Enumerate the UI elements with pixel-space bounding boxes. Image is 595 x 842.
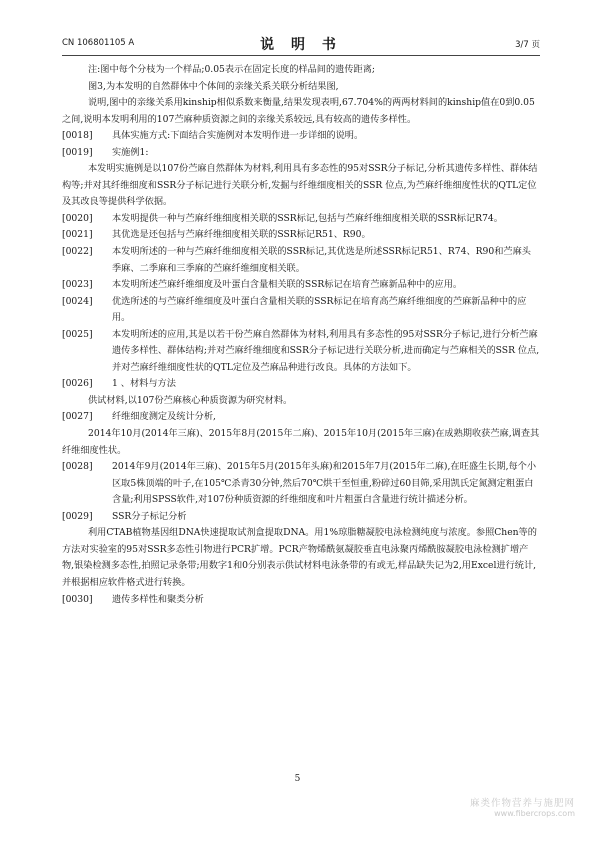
paragraph-number: [0018]: [62, 130, 93, 142]
paragraph-number: [0029]: [62, 510, 93, 522]
numbered-paragraph: [62, 509, 540, 526]
body-paragraph: 2014年10月(2014年三麻)、2015年8月(2015年二麻)、2015年10月(2015年三麻)在成熟期收获苎麻,调查其纤维细度性状。: [62, 428, 540, 456]
paragraph-number: [0024]: [62, 295, 93, 307]
paragraph-text: 本发明提供一种与苎麻纤维细度相关联的SSR标记,包括与苎麻纤维细度相关联的SSR标记R74。: [112, 212, 503, 224]
numbered-paragraph: [62, 409, 540, 426]
paragraph-text: 实施例1:: [112, 146, 149, 158]
patent-number: CN 106801105 A: [62, 38, 135, 48]
description-body: [62, 62, 540, 608]
paragraph-number: [0020]: [62, 212, 93, 224]
numbered-paragraph: [62, 244, 540, 277]
body-paragraph: 利用CTAB植物基因组DNA快速提取试剂盒提取DNA。用1%琼脂糖凝胶电泳检测纯度与浓度。参照Chen等的方法对实验室的95对SSR多态性引物进行PCR扩增。PCR产物烯酰氨凝胶垂直电泳聚丙烯酰胺凝胶电泳检测扩增产物,银染检测多态性,拍照记录条带;用数字1和0分别表示供试材料电泳条带的有或无,样品缺失记为2,用Excel进行统计,并根据相应软件格式进行转换。: [62, 527, 537, 588]
page-indicator: 3/7 页: [515, 40, 540, 50]
numbered-paragraph: [62, 211, 540, 228]
paragraph-number: [0023]: [62, 279, 93, 291]
body-paragraph: 注:图中每个分枝为一个样品;0.05表示在固定长度的样品间的遗传距离;: [88, 64, 375, 75]
paragraph-number: [0026]: [62, 378, 93, 390]
paragraph-text: 本发明所述的一种与苎麻纤维细度相关联的SSR标记,其优选是所述SSR标记R51、R74、R90和苎麻头季麻、二季麻和三季麻的苎麻纤维细度相关联。: [112, 246, 531, 274]
numbered-paragraph: [62, 376, 540, 393]
watermark-site-name: 麻类作物营养与施肥网: [469, 798, 575, 809]
paragraph-text: 其优选是还包括与苎麻纤维细度相关联的SSR标记R51、R90。: [112, 229, 371, 241]
body-paragraph: 图3,为本发明的自然群体中个体间的亲缘关系关联分析结果图,: [88, 80, 339, 92]
watermark-url: www.fibercrops.com: [494, 809, 575, 818]
numbered-paragraph: [62, 277, 540, 294]
paragraph-text: 本发明所述苎麻纤维细度及叶蛋白含量相关联的SSR标记在培育苎麻新品种中的应用。: [112, 279, 463, 291]
paragraph-text: SSR分子标记分析: [112, 510, 187, 522]
paragraph-text: 优选所述的与苎麻纤维细度及叶蛋白含量相关联的SSR标记在培育高苎麻纤维细度的苎麻新品种中的应用。: [112, 295, 527, 324]
numbered-paragraph: [62, 227, 540, 244]
numbered-paragraph: [62, 459, 540, 509]
paragraph-text: 具体实施方式:下面结合实施例对本发明作进一步详细的说明。: [112, 130, 364, 142]
numbered-paragraph: [62, 294, 540, 327]
paragraph-number: [0022]: [62, 246, 93, 258]
paragraph-number: [0025]: [62, 328, 93, 340]
body-paragraph: 说明,图中的亲缘关系用kinship相似系数来衡量,结果发现表明,67.704%的两两材料间的kinship值在0到0.05之间,说明本发明利用的107苎麻种质资源之间的亲缘关系较远,具有较高的遗传多样性。: [62, 97, 535, 125]
numbered-paragraph: [62, 327, 540, 377]
paragraph-text: 本发明所述的应用,其是以若干份苎麻自然群体为材料,利用具有多态性的95对SSR分子标记,进行分析苎麻遗传多样性、群体结构;并对苎麻纤维细度和SSR分子标记进行关联分析,进而确定与苎麻相关的SSR 位点,并对苎麻纤维细度性状的QTL定位及苎麻品种进行改良。具体的方法如下。: [112, 328, 540, 373]
paragraph-text: 遗传多样性和聚类分析: [112, 593, 204, 605]
paragraph-text: 1 、材料与方法: [112, 378, 176, 390]
paragraph-number: [0030]: [62, 593, 93, 605]
numbered-paragraph: [62, 128, 540, 145]
page-header: [62, 36, 540, 52]
paragraph-number: [0021]: [62, 229, 93, 241]
document-title: 说 明 书: [260, 37, 342, 53]
numbered-paragraph: [62, 592, 540, 609]
header-divider: [62, 55, 540, 56]
watermark: [470, 795, 575, 818]
numbered-paragraph: [62, 145, 540, 162]
paragraph-number: [0028]: [62, 461, 93, 473]
paragraph-text: 纤维细度测定及统计分析,: [112, 411, 216, 423]
paragraph-number: [0027]: [62, 411, 93, 423]
paragraph-text: 2014年9月(2014年三麻)、2015年5月(2015年头麻)和2015年7月(2015年二麻),在旺盛生长期,每个小区取5株顶端的叶子,在105℃杀青30分钟,然后70℃烘干至恒重,粉碎过60目筛,采用凯氏定氮测定粗蛋白含量;利用SPSS软件,对107份种质资源的纤维细度和叶片粗蛋白含量进行统计描述分析。: [112, 461, 537, 506]
page-number: 5: [294, 774, 301, 784]
body-paragraph: 供试材料,以107份苎麻核心种质资源为研究材料。: [88, 394, 293, 406]
paragraph-number: [0019]: [62, 146, 93, 158]
body-paragraph: 本发明实施例是以107份苎麻自然群体为材料,利用具有多态性的95对SSR分子标记,分析其遗传多样性、群体结构等;并对其纤维细度和SSR分子标记进行关联分析,发掘与纤维细度相关的SSR 位点,为苎麻纤维细度性状的QTL定位及其改良等提供科学依据。: [62, 163, 538, 208]
